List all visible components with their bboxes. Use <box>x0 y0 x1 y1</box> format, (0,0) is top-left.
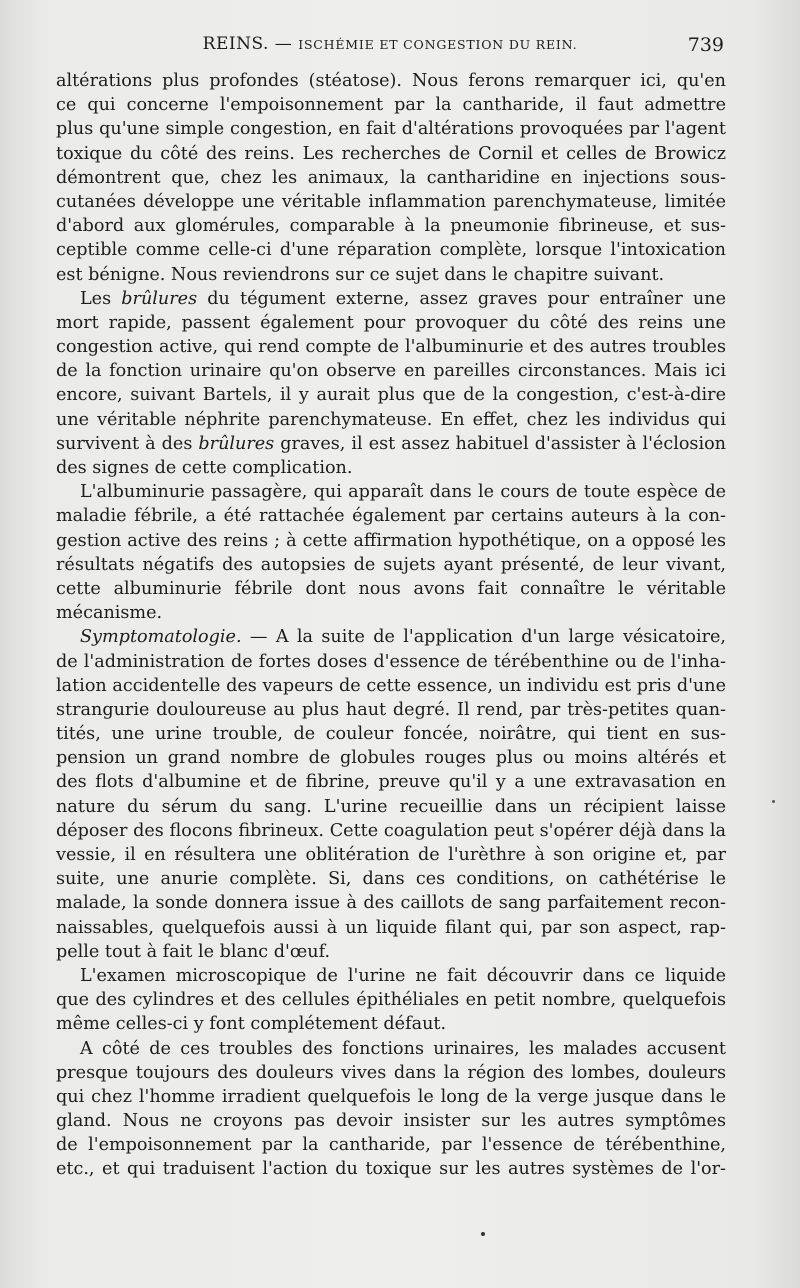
text-line: des signes de cette complication. <box>56 458 353 478</box>
text-line: altérations plus profondes (stéatose). Nous ferons remarquer ici, qu'en <box>56 71 726 91</box>
text-line: tités, une urine trouble, de couleur foncée, noirâtre, qui tient en sus- <box>56 724 726 745</box>
text-line: L'albuminurie passagère, qui apparaît dans le cours de toute espèce de <box>80 482 726 503</box>
text-line: ce qui concerne l'empoisonnement par la cantharide, il faut admettre <box>56 95 726 116</box>
text-line: maladie fébrile, a été rattachée également par certains auteurs à la con- <box>56 506 726 527</box>
text-line: Les brûlures du tégument externe, assez graves pour entraîner une <box>80 288 726 309</box>
text-line: même celles-ci y font complétement défaut. <box>56 1014 447 1035</box>
text-line: malade, la sonde donnera issue à des caillots de sang parfaitement recon- <box>56 893 726 914</box>
running-title-sub: ISCHÉMIE ET CONGESTION DU REIN. <box>298 37 578 52</box>
text-line: toxique du côté des reins. Les recherches de Cornil et celles de Browicz <box>56 143 726 164</box>
text-line: suite, une anurie complète. Si, dans ces conditions, on cathétérise le <box>56 869 726 890</box>
text-line: presque toujours des douleurs vives dans la région des lombes, douleurs <box>56 1062 726 1083</box>
text-line: survivent à des brûlures graves, il est assez habituel d'assister à l'éclosion <box>56 433 726 454</box>
text-line: ceptible comme celle-ci d'une réparation complète, lorsque l'intoxication <box>56 240 726 261</box>
text-line: strangurie douloureuse au plus haut degré. Il rend, par très-petites quan- <box>56 699 726 720</box>
text-line: Symptomatologie. — A la suite de l'application d'un large vésicatoire, <box>80 627 726 648</box>
text-line: naissables, quelquefois aussi à un liquide filant qui, par son aspect, rap- <box>56 917 726 938</box>
text-line: etc., et qui traduisent l'action du toxique sur les autres systèmes de l'or- <box>56 1159 726 1180</box>
body-text <box>56 69 726 1182</box>
text-line: démontrent que, chez les animaux, la cantharidine en injections sous- <box>56 167 726 188</box>
text-line: pension un grand nombre de globules rouges plus ou moins altérés et <box>56 748 726 769</box>
text-line: de l'empoisonnement par la cantharide, par l'essence de térébenthine, <box>56 1135 726 1156</box>
text-line: mort rapide, passent également pour provoquer du côté des reins une <box>56 312 726 333</box>
text-line: est bénigne. Nous reviendrons sur ce sujet dans le chapitre suivant. <box>56 264 665 285</box>
emphasis-text: brûlures <box>198 433 275 454</box>
text-line: que des cylindres et des cellules épithéliales en petit nombre, quelquefois <box>56 990 726 1011</box>
text-line: cutanées développe une véritable inflammation parenchymateuse, limitée <box>56 191 726 212</box>
ink-speck <box>772 800 775 803</box>
text-line: nature du sérum du sang. L'urine recueillie dans un récipient laisse <box>56 796 726 817</box>
text-line: de la fonction urinaire qu'on observe en pareilles circonstances. Mais ici <box>56 361 726 382</box>
ink-dot <box>481 1232 485 1236</box>
text-line: gestion active des reins ; à cette affirmation hypothétique, on a opposé les <box>56 530 726 551</box>
emphasis-text: Symptomatologie. <box>80 627 242 648</box>
text-line: congestion active, qui rend compte de l'albuminurie et des autres troubles <box>56 337 726 358</box>
text-line: cette albuminurie fébrile dont nous avons fait connaître le véritable <box>56 578 726 599</box>
text-line: résultats négatifs des autopsies de sujets ayant présenté, de leur vivant, <box>56 554 726 575</box>
text-line: qui chez l'homme irradient quelquefois le long de la verge jusque dans le <box>56 1086 726 1107</box>
text-line: mécanisme. <box>56 603 163 624</box>
page-number: 739 <box>687 34 724 56</box>
text-line: plus qu'une simple congestion, en fait d'altérations provoquées par l'agent <box>56 119 726 140</box>
text-line: gland. Nous ne croyons pas devoir insister sur les autres symptômes <box>56 1111 726 1132</box>
text-line: encore, suivant Bartels, il y aurait plus que de la congestion, c'est-à-dire <box>56 385 726 406</box>
text-line: une véritable néphrite parenchymateuse. En effet, chez les individus qui <box>56 409 726 430</box>
running-title <box>56 34 724 54</box>
text-line: vessie, il en résultera une oblitération de l'urèthre à son origine et, par <box>56 845 726 865</box>
page-header <box>56 34 724 60</box>
running-title-main: REINS. — <box>202 34 299 54</box>
text-line: A côté de ces troubles des fonctions urinaires, les malades accusent <box>80 1038 726 1059</box>
text-line: pelle tout à fait le blanc d'œuf. <box>56 941 331 962</box>
text-line: déposer des flocons fibrineux. Cette coagulation peut s'opérer déjà dans la <box>56 820 726 841</box>
text-line: de l'administration de fortes doses d'essence de térébenthine ou de l'inha- <box>56 651 726 672</box>
text-line: lation accidentelle des vapeurs de cette essence, un individu est pris d'une <box>56 675 726 696</box>
text-line: des flots d'albumine et de fibrine, preuve qu'il y a une extravasation en <box>56 772 726 793</box>
text-line: L'examen microscopique de l'urine ne fait découvrir dans ce liquide <box>80 965 726 986</box>
text-line: d'abord aux glomérules, comparable à la pneumonie fibrineuse, et sus- <box>56 216 726 237</box>
emphasis-text: brûlures <box>121 288 198 309</box>
